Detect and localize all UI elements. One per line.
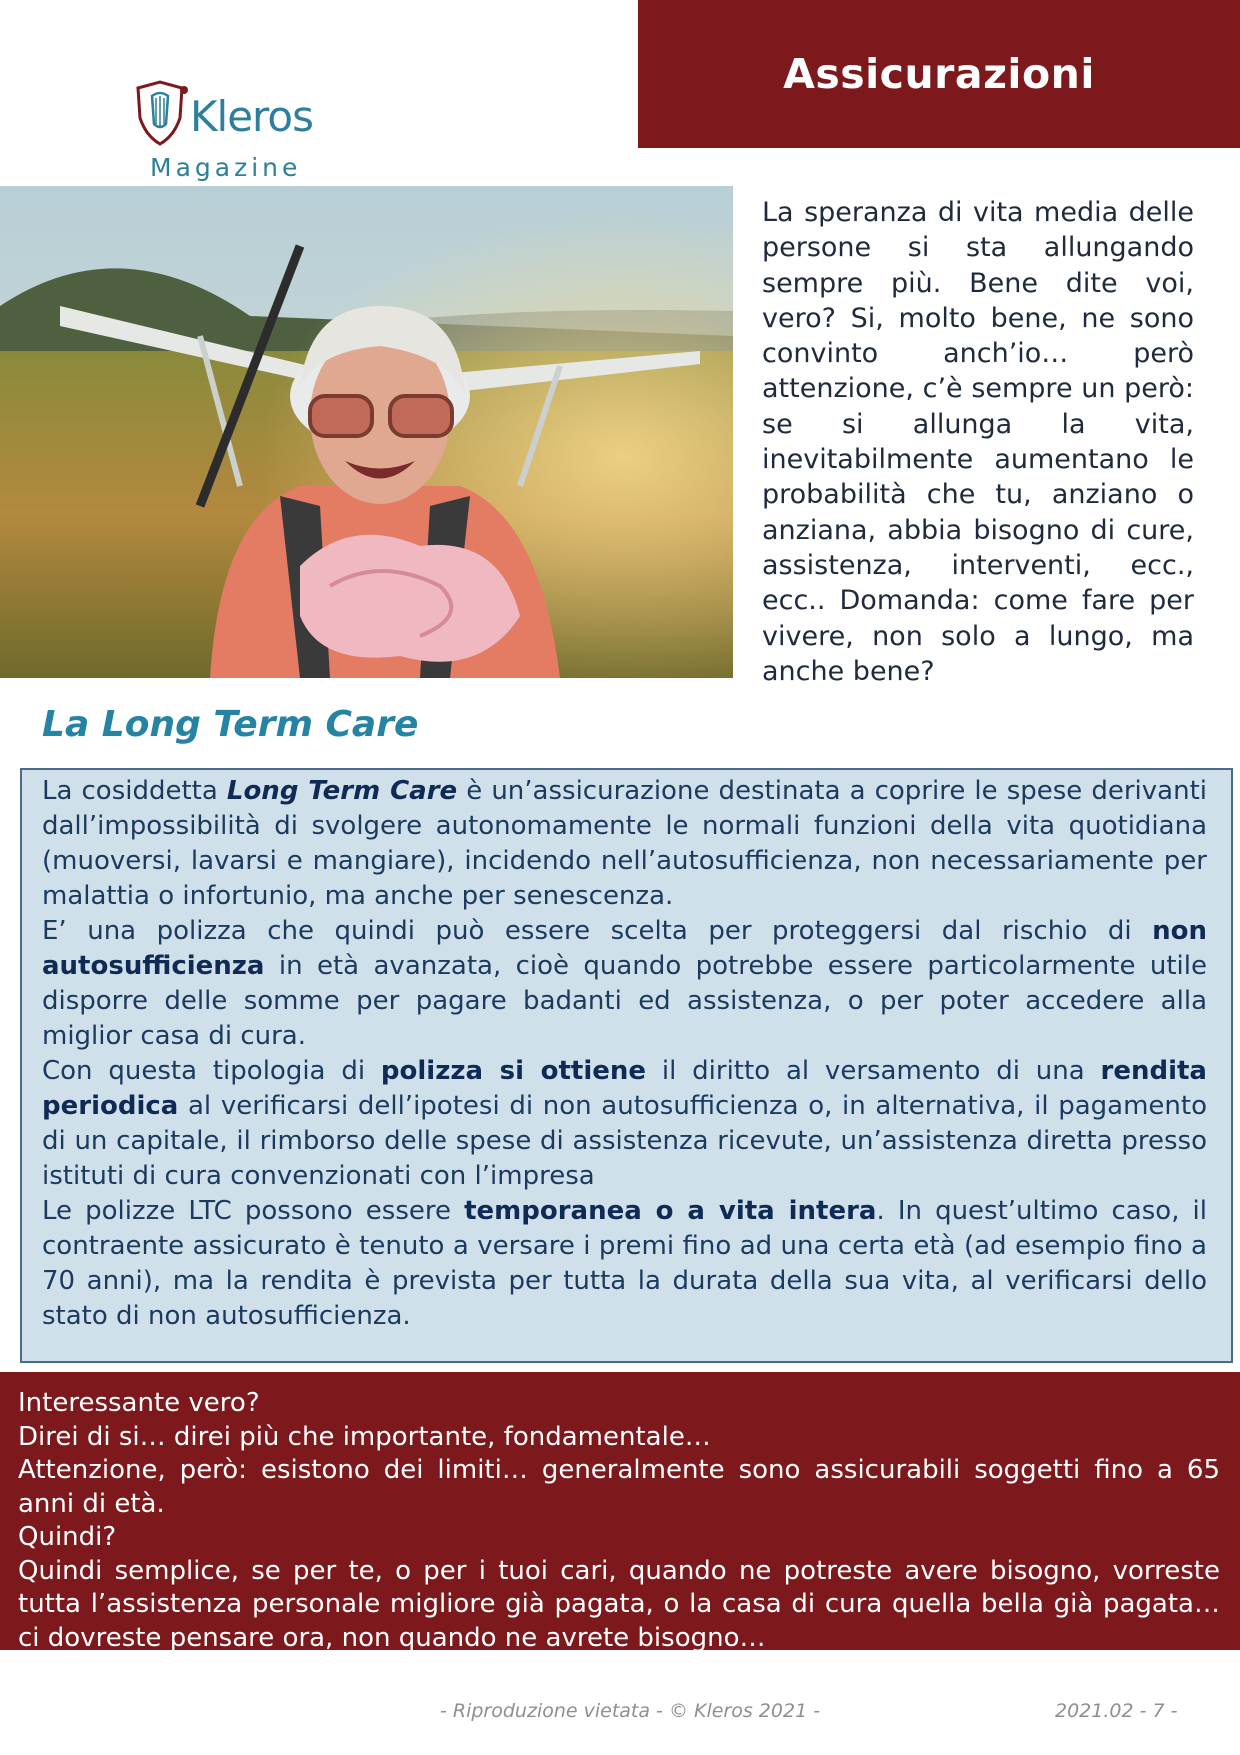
ltc-paragraph [42,1054,1207,1194]
emphasis-term: polizza si ottiene [380,1056,647,1086]
closing-line: Attenzione, però: esistono dei limiti… generalmente sono assicurabili soggetti fino a 65 anni di età. [18,1455,1220,1519]
woman-airplane-image [0,186,733,678]
section-subtitle: La Long Term Care [42,704,419,745]
text-run: Con questa tipologia di [42,1056,381,1086]
text-run: E’ una polizza che quindi può essere scelta per proteggersi dal rischio di [42,916,1153,946]
text-run: è un’assicurazione destinata a coprire le spese derivanti dall’impossibilità di svolgere autonomamente le normali funzioni della vita quotidiana (muoversi, lavarsi e mangiare), incidendo nell’autosufficienza, non necessariamente per malattia o infortunio, ma anche per senescenza. [42,776,1207,911]
text-run: al verificarsi dell’ipotesi di non autosufficienza o, in alternativa, il pagamento di un capitale, il rimborso delle spese di assistenza ricevute, un’assistenza diretta presso istituti di cura convenzionati con l’impresa [42,1091,1207,1191]
section-title: Assicurazioni [783,50,1095,98]
section-banner [638,0,1240,148]
kleros-logo [130,70,340,185]
closing-line: Direi di si… direi più che importante, fondamentale… [18,1421,711,1452]
closing-line: Quindi? [18,1522,117,1552]
text-run: Le polizze LTC possono essere [42,1196,465,1226]
logo-name: Kleros [190,92,313,141]
shield-harp-icon [130,78,190,148]
emphasis-term: rendita periodica [42,1056,1207,1121]
closing-block [0,1372,1240,1653]
closing-line: Quindi semplice, se per te, o per i tuoi cari, quando ne potreste avere bisogno, vorreste tutta l’assistenza personale migliore già pagata, o la casa di cura quella bella già pagata… ci dovreste pensare ora, non quando ne avrete bisogno… [18,1555,1220,1653]
article-photo [0,186,733,678]
closing-line: Interessante vero? [18,1388,260,1418]
page-number: 2021.02 - 7 - [1055,1700,1178,1722]
text-run: La cosiddetta [42,776,227,806]
text-run: il diritto al versamento di una [646,1056,1101,1086]
ltc-info-box [20,768,1233,1363]
text-run: . In quest’ultimo caso, il contraente assicurato è tenuto a versare i premi fino ad una certa età (ad esempio fino a 70 anni), ma la rendita è prevista per tutta la durata della sua vita, al verificarsi dello stato di non autosufficienza. [42,1196,1208,1331]
ltc-paragraph [42,774,1207,914]
ltc-paragraph [42,914,1207,1054]
emphasis-term: non autosufficienza [42,916,1207,981]
copyright-notice: - Riproduzione vietata - © Kleros 2021 - [440,1700,821,1722]
intro-paragraph: La speranza di vita media delle persone si sta allungando sempre più. Bene dite voi, vero? Si, molto bene, ne sono convinto anch’io… però attenzione, c’è sempre un però: se si allunga la vita, inevitabilmente aumentano le probabilità che tu, anziano o anziana, abbia bisogno di cure, assistenza, interventi, ecc., ecc.. Domanda: come fare per vivere, non solo a lungo, ma anche bene? [762,197,1194,687]
text-run: in età avanzata, cioè quando potrebbe essere particolarmente utile disporre delle somme per pagare badanti ed assistenza, o per poter accedere alla miglior casa di cura. [42,951,1207,1051]
ltc-paragraph [42,1194,1207,1334]
emphasis-term: temporanea o a vita intera [464,1196,877,1226]
logo-subtitle: Magazine [150,153,302,182]
emphasis-term: Long Term Care [226,776,458,806]
